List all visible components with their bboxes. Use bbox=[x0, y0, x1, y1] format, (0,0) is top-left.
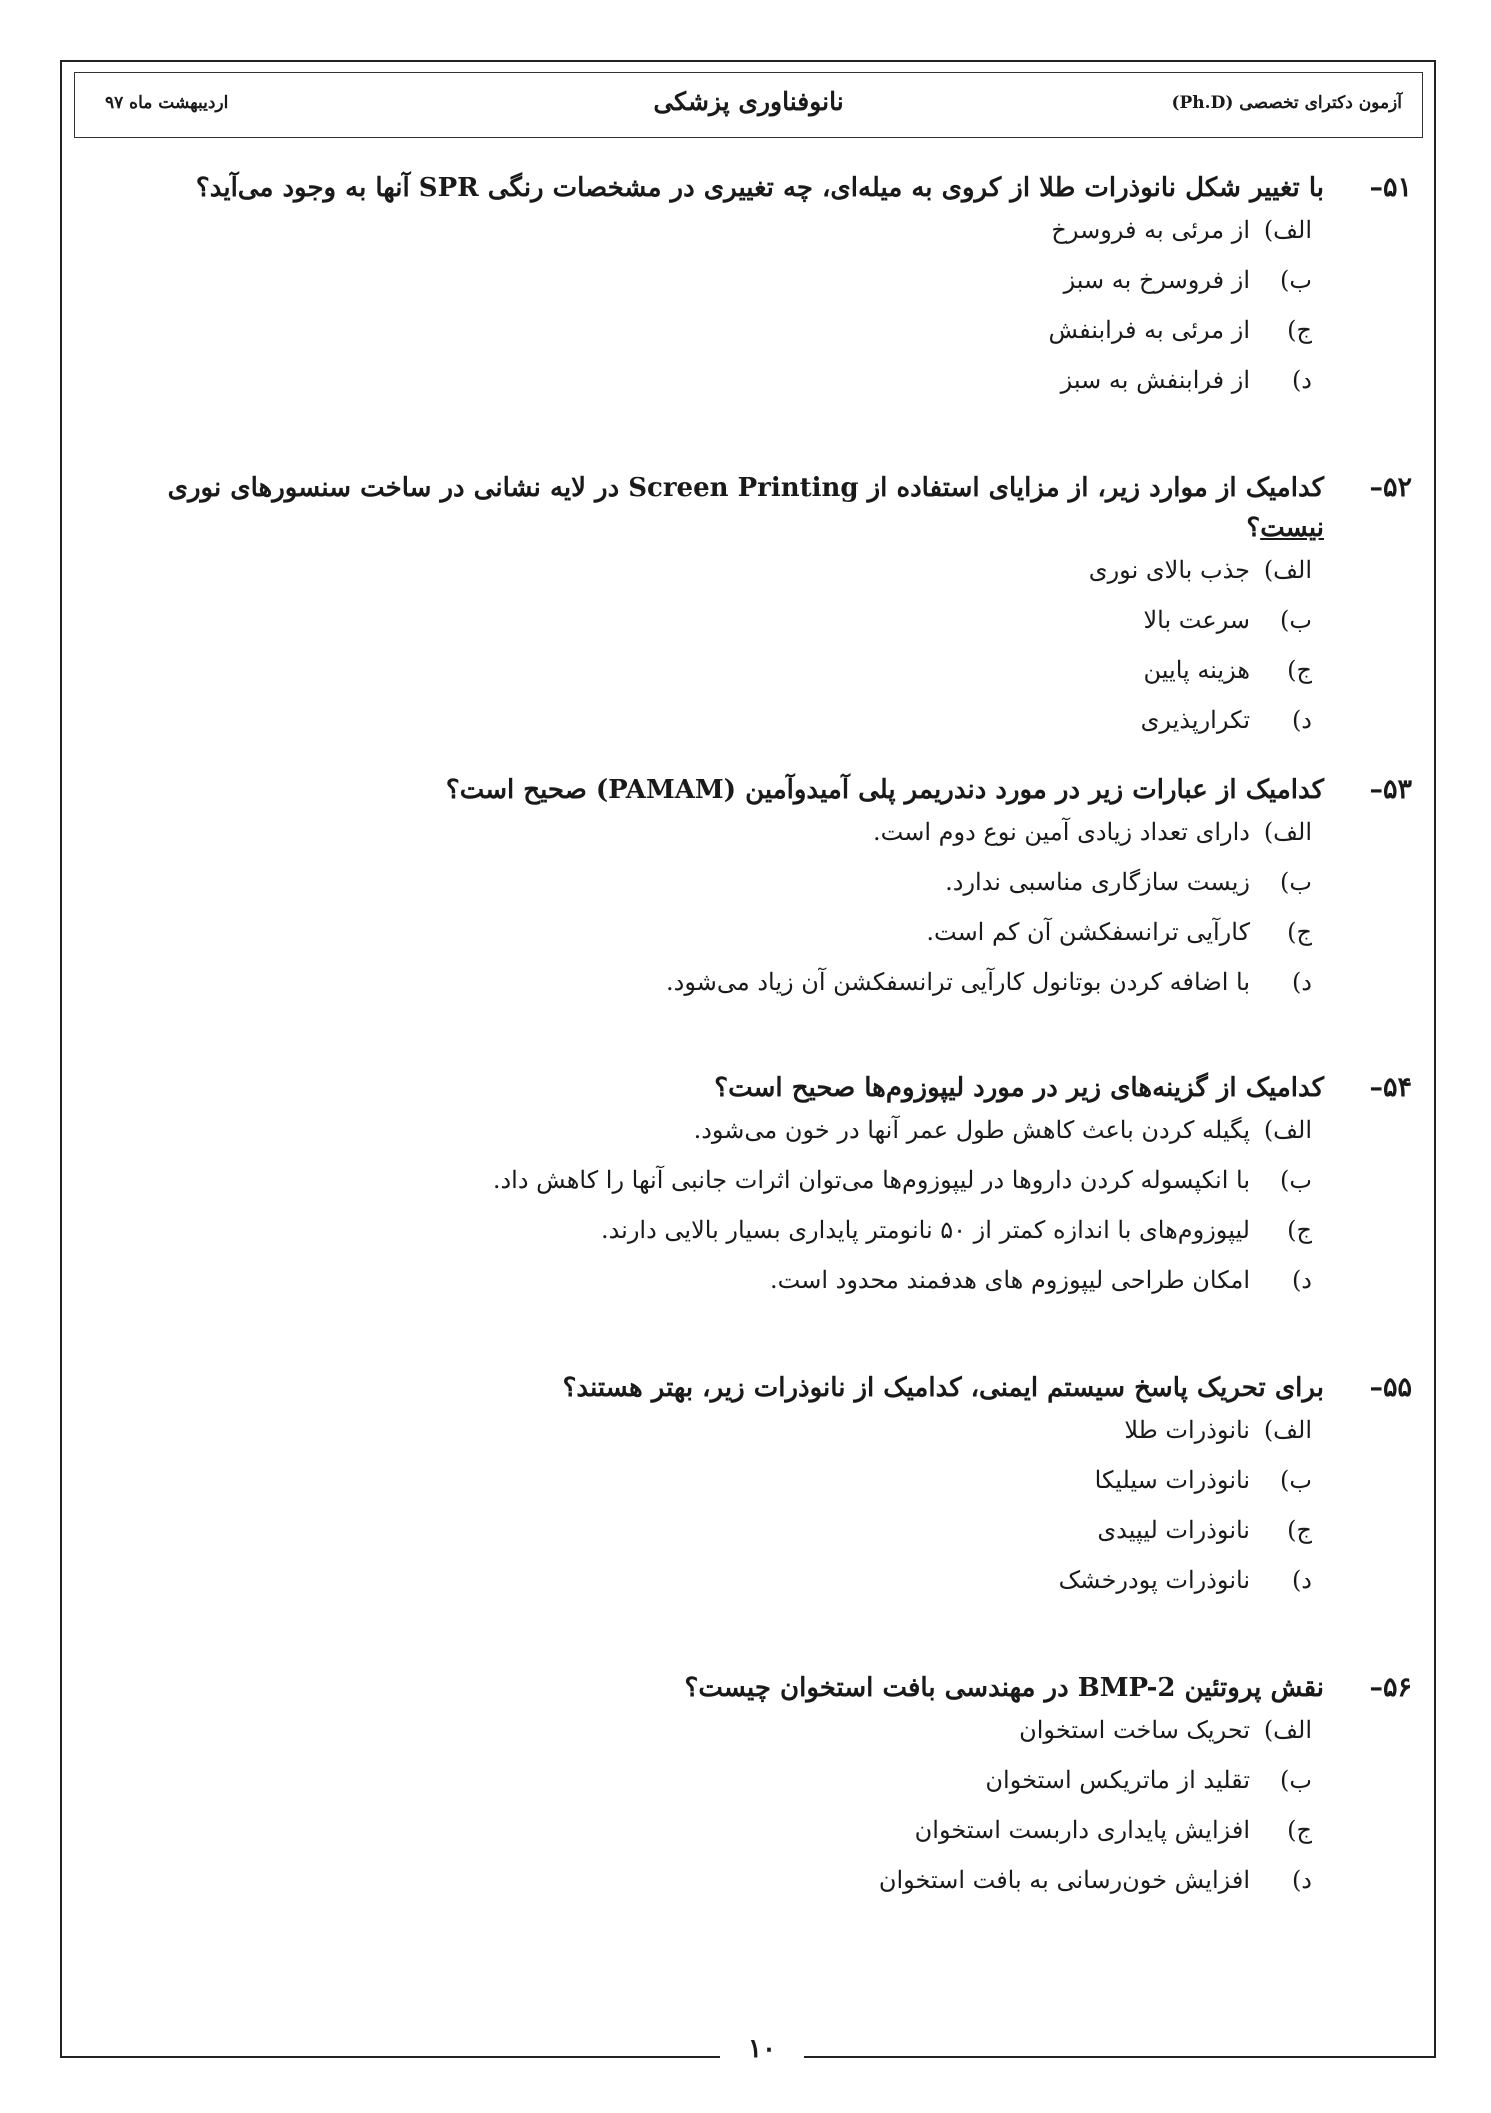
bottom-rule-left bbox=[60, 2056, 720, 2058]
option-text: زیست سازگاری مناسبی ندارد. bbox=[945, 868, 1250, 896]
option-text: هزینه پایین bbox=[1143, 656, 1250, 684]
option-letter: د) bbox=[1291, 1866, 1312, 1894]
option-letter: الف) bbox=[1263, 556, 1312, 584]
exam-title: آزمون دکترای تخصصی (Ph.D) bbox=[1171, 93, 1402, 113]
option-a[interactable] bbox=[90, 216, 1312, 266]
option-letter: ب) bbox=[1280, 1466, 1312, 1494]
option-d[interactable] bbox=[90, 968, 1312, 1018]
option-text: از فروسرخ به سبز bbox=[1063, 266, 1250, 294]
option-text: دارای تعداد زیادی آمین نوع دوم است. bbox=[873, 818, 1250, 846]
option-c[interactable] bbox=[90, 1216, 1312, 1266]
question-number: ۵۴– bbox=[1369, 1072, 1412, 1103]
option-text: با اضافه کردن بوتانول کارآیی ترانسفکشن آن زیاد می‌شود. bbox=[666, 968, 1250, 996]
option-text: کارآیی ترانسفکشن آن کم است. bbox=[926, 918, 1250, 946]
question-mark: ؟ bbox=[1246, 513, 1261, 543]
option-d[interactable] bbox=[90, 366, 1312, 416]
option-c[interactable] bbox=[90, 918, 1312, 968]
option-letter: الف) bbox=[1263, 1116, 1312, 1144]
option-letter: ب) bbox=[1280, 606, 1312, 634]
option-text: جذب بالای نوری bbox=[1088, 556, 1250, 584]
option-b[interactable] bbox=[90, 1466, 1312, 1516]
option-d[interactable] bbox=[90, 1866, 1312, 1916]
question-number: ۵۲– bbox=[1369, 472, 1412, 503]
question-54 bbox=[90, 1068, 1412, 1316]
option-letter: ج) bbox=[1287, 656, 1312, 684]
question-55 bbox=[90, 1368, 1412, 1616]
option-letter: د) bbox=[1291, 1566, 1312, 1594]
option-letter: د) bbox=[1291, 968, 1312, 996]
option-letter: ج) bbox=[1287, 1216, 1312, 1244]
option-d[interactable] bbox=[90, 706, 1312, 756]
option-letter: ج) bbox=[1287, 1516, 1312, 1544]
question-text bbox=[90, 468, 1324, 548]
option-text: با انکپسوله کردن داروها در لیپوزوم‌ها می‌توان اثرات جانبی آنها را کاهش داد. bbox=[492, 1166, 1250, 1194]
question-text: با تغییر شکل نانوذرات طلا از کروی به میله‌ای، چه تغییری در مشخصات رنگی SPR آنها به وجود می‌آید؟ bbox=[195, 173, 1324, 203]
option-d[interactable] bbox=[90, 1566, 1312, 1616]
option-list bbox=[90, 556, 1312, 756]
exam-date: اردیبهشت ماه ۹۷ bbox=[105, 93, 229, 113]
question-number: ۵۳– bbox=[1369, 774, 1412, 805]
option-b[interactable] bbox=[90, 1166, 1312, 1216]
option-c[interactable] bbox=[90, 656, 1312, 706]
option-text: پگیله کردن باعث کاهش طول عمر آنها در خون می‌شود. bbox=[693, 1116, 1250, 1144]
option-text: تکرارپذیری bbox=[1140, 706, 1250, 734]
option-d[interactable] bbox=[90, 1266, 1312, 1316]
option-letter: د) bbox=[1291, 1266, 1312, 1294]
option-letter: ب) bbox=[1280, 1766, 1312, 1794]
option-a[interactable] bbox=[90, 1716, 1312, 1766]
option-text: نانوذرات سیلیکا bbox=[1094, 1466, 1250, 1494]
bottom-rule-right bbox=[804, 2056, 1436, 2058]
option-text: نانوذرات لیپیدی bbox=[1097, 1516, 1250, 1544]
question-52 bbox=[90, 468, 1412, 756]
question-text: برای تحریک پاسخ سیستم ایمنی، کدامیک از نانوذرات زیر، بهتر هستند؟ bbox=[562, 1373, 1324, 1403]
option-text: نانوذرات پودرخشک bbox=[1058, 1566, 1250, 1594]
option-list bbox=[90, 216, 1312, 416]
exam-header bbox=[74, 72, 1423, 138]
option-text: تقلید از ماتریکس استخوان bbox=[985, 1766, 1250, 1794]
option-letter: ج) bbox=[1287, 1816, 1312, 1844]
option-letter: الف) bbox=[1263, 818, 1312, 846]
option-letter: ج) bbox=[1287, 918, 1312, 946]
option-a[interactable] bbox=[90, 1116, 1312, 1166]
question-53 bbox=[90, 770, 1412, 1018]
option-a[interactable] bbox=[90, 1416, 1312, 1466]
question-number: ۵۶– bbox=[1369, 1672, 1412, 1703]
option-letter: الف) bbox=[1263, 1716, 1312, 1744]
option-a[interactable] bbox=[90, 556, 1312, 606]
option-a[interactable] bbox=[90, 818, 1312, 868]
question-emphasis: نیست bbox=[1260, 513, 1324, 543]
question-56 bbox=[90, 1668, 1412, 1916]
option-b[interactable] bbox=[90, 266, 1312, 316]
subject-title: نانوفناوری پزشکی bbox=[653, 87, 844, 116]
question-text: نقش پروتئین BMP-2 در مهندسی بافت استخوان چیست؟ bbox=[684, 1673, 1324, 1703]
option-b[interactable] bbox=[90, 868, 1312, 918]
option-text: از مرئی به فروسرخ bbox=[1051, 216, 1250, 244]
option-text: افزایش خون‌رسانی به بافت استخوان bbox=[878, 1866, 1250, 1894]
option-letter: ج) bbox=[1287, 316, 1312, 344]
option-list bbox=[90, 1416, 1312, 1616]
option-list bbox=[90, 1116, 1312, 1316]
question-text-main: کدامیک از موارد زیر، از مزایای استفاده از Screen Printing در لایه نشانی در ساخت سنسورهای نوری bbox=[167, 473, 1324, 503]
option-c[interactable] bbox=[90, 1516, 1312, 1566]
option-list bbox=[90, 818, 1312, 1018]
option-letter: الف) bbox=[1263, 216, 1312, 244]
question-number: ۵۵– bbox=[1369, 1372, 1412, 1403]
question-text: کدامیک از عبارات زیر در مورد دندریمر پلی آمیدوآمین (PAMAM) صحیح است؟ bbox=[445, 775, 1324, 805]
option-letter: د) bbox=[1291, 366, 1312, 394]
option-text: امکان طراحی لیپوزوم های هدفمند محدود است. bbox=[770, 1266, 1250, 1294]
option-text: تحریک ساخت استخوان bbox=[1019, 1716, 1250, 1744]
option-text: از فرابنفش به سبز bbox=[1060, 366, 1250, 394]
option-letter: د) bbox=[1291, 706, 1312, 734]
option-text: لیپوزوم‌های با اندازه کمتر از ۵۰ نانومتر پایداری بسیار بالایی دارند. bbox=[600, 1216, 1250, 1244]
option-c[interactable] bbox=[90, 316, 1312, 366]
question-51 bbox=[90, 168, 1412, 416]
option-text: از مرئی به فرابنفش bbox=[1048, 316, 1250, 344]
option-text: افزایش پایداری داربست استخوان bbox=[914, 1816, 1250, 1844]
option-letter: الف) bbox=[1263, 1416, 1312, 1444]
option-b[interactable] bbox=[90, 606, 1312, 656]
option-letter: ب) bbox=[1280, 266, 1312, 294]
option-text: نانوذرات طلا bbox=[1124, 1416, 1250, 1444]
option-text: سرعت بالا bbox=[1143, 606, 1250, 634]
option-c[interactable] bbox=[90, 1816, 1312, 1866]
question-text: کدامیک از گزینه‌های زیر در مورد لیپوزوم‌ها صحیح است؟ bbox=[714, 1073, 1324, 1103]
option-letter: ب) bbox=[1280, 1166, 1312, 1194]
option-b[interactable] bbox=[90, 1766, 1312, 1816]
option-letter: ب) bbox=[1280, 868, 1312, 896]
question-number: ۵۱– bbox=[1369, 172, 1412, 203]
option-list bbox=[90, 1716, 1312, 1916]
page-number: ۱۰ bbox=[748, 2034, 776, 2064]
